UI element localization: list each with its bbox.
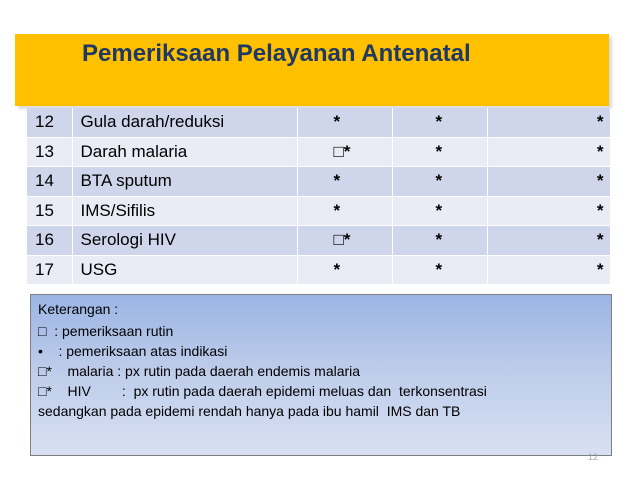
exam-name: Serologi HIV xyxy=(72,226,297,256)
table-row xyxy=(27,167,610,197)
slide-title: Pemeriksaan Pelayanan Antenatal xyxy=(82,40,471,67)
mark-col-2: * xyxy=(392,196,487,226)
legend-line-indication: • : pemeriksaan atas indikasi xyxy=(38,343,228,359)
examination-table xyxy=(27,108,611,285)
legend-line-routine: □ : pemeriksaan rutin xyxy=(38,323,174,339)
legend-heading: Keterangan : xyxy=(38,301,119,317)
legend-line-malaria: □* malaria : px rutin pada daerah endemis malaria xyxy=(38,363,361,379)
table-row xyxy=(27,137,610,167)
mark-col-1: * xyxy=(297,196,392,226)
mark-col-3: * xyxy=(487,196,610,226)
exam-name: Darah malaria xyxy=(72,137,297,167)
mark-col-1: □* xyxy=(297,226,392,256)
page-number: 12 xyxy=(588,452,599,462)
mark-col-1: * xyxy=(297,108,392,137)
mark-col-2: * xyxy=(392,137,487,167)
row-number: 14 xyxy=(27,167,72,197)
mark-col-3: * xyxy=(487,226,610,256)
mark-col-3: * xyxy=(487,167,610,197)
row-number: 17 xyxy=(27,255,72,285)
exam-name: BTA sputum xyxy=(72,167,297,197)
exam-name: Gula darah/reduksi xyxy=(72,108,297,137)
table-row xyxy=(27,196,610,226)
mark-col-3: * xyxy=(487,137,610,167)
legend-line-hiv: □* HIV : px rutin pada daerah epidemi meluas dan terkonsentrasi xyxy=(38,383,487,399)
table-row xyxy=(27,226,610,256)
mark-col-1: * xyxy=(297,255,392,285)
mark-col-3: * xyxy=(487,108,610,137)
exam-name: IMS/Sifilis xyxy=(72,196,297,226)
mark-col-1: □* xyxy=(297,137,392,167)
row-number: 16 xyxy=(27,226,72,256)
row-number: 12 xyxy=(27,108,72,137)
table-row xyxy=(27,255,610,285)
mark-col-2: * xyxy=(392,255,487,285)
table-row xyxy=(27,108,610,137)
row-number: 13 xyxy=(27,137,72,167)
mark-col-3: * xyxy=(487,255,610,285)
mark-col-2: * xyxy=(392,226,487,256)
exam-name: USG xyxy=(72,255,297,285)
mark-col-2: * xyxy=(392,167,487,197)
mark-col-2: * xyxy=(392,108,487,137)
row-number: 15 xyxy=(27,196,72,226)
mark-col-1: * xyxy=(297,167,392,197)
legend-line-hiv-cont: sedangkan pada epidemi rendah hanya pada ibu hamil IMS dan TB xyxy=(38,403,461,419)
